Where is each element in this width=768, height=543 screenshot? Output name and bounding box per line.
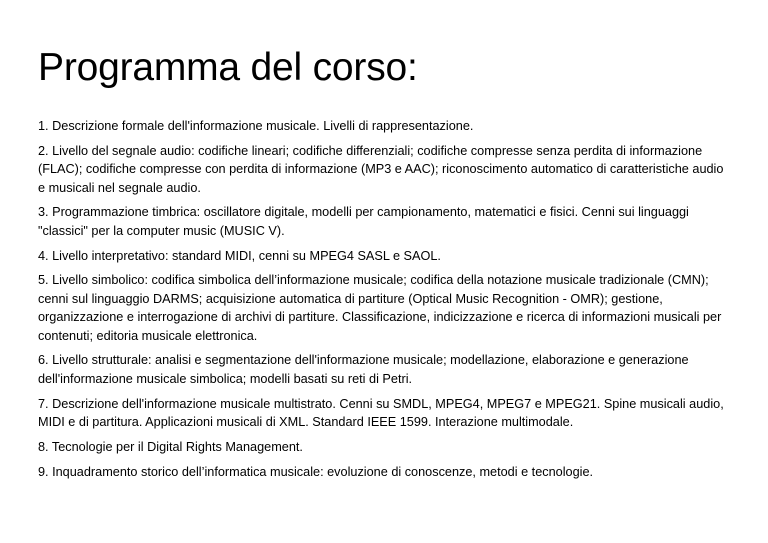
list-item: 5. Livello simbolico: codifica simbolica dell’informazione musicale; codifica della notazione musicale tradizionale (CMN); cenni sul linguaggio DARMS; acquisizione automatica di partiture (Optical Music Recognition - OMR); gestione, organizzazione e interrogazione di archivi di partiture. Classificazione, indicizzazione e ricerca di informazioni musicali per contenuti; editoria musicale elettronica. — [38, 273, 722, 343]
list-item: 6. Livello strutturale: analisi e segmentazione dell'informazione musicale; modellazione, elaborazione e generazione dell'informazione musicale simbolica; modelli basati su reti di Petri. — [38, 353, 689, 386]
list-item: 2. Livello del segnale audio: codifiche lineari; codifiche differenziali; codifiche compresse senza perdita di informazione (FLAC); codifiche compresse con perdita di informazione (MP3 e AAC); riconoscimento automatico di caratteristiche audio e musicali nel segnale audio. — [38, 143, 724, 195]
list-item: 8. Tecnologie per il Digital Rights Management. — [38, 439, 303, 454]
course-program-list — [38, 117, 732, 487]
list-item: 3. Programmazione timbrica: oscillatore digitale, modelli per campionamento, matematici e fisici. Cenni sui linguaggi "classici" per la computer music (MUSIC V). — [38, 205, 689, 238]
list-item: 1. Descrizione formale dell'informazione musicale. Livelli di rappresentazione. — [38, 119, 474, 133]
list-item: 7. Descrizione dell'informazione musicale multistrato. Cenni su SMDL, MPEG4, MPEG7 e MPEG21. Spine musicali audio, MIDI e di partitura. Applicazioni musicali di XML. Standard IEEE 1599. Interazione multimodale. — [38, 396, 724, 430]
list-item: 9. Inquadramento storico dell’informatica musicale: evoluzione di conoscenze, metodi e tecnologie. — [38, 464, 594, 479]
slide-title: Programma del corso: — [38, 46, 418, 89]
list-item: 4. Livello interpretativo: standard MIDI, cenni su MPEG4 SASL e SAOL. — [38, 248, 441, 263]
